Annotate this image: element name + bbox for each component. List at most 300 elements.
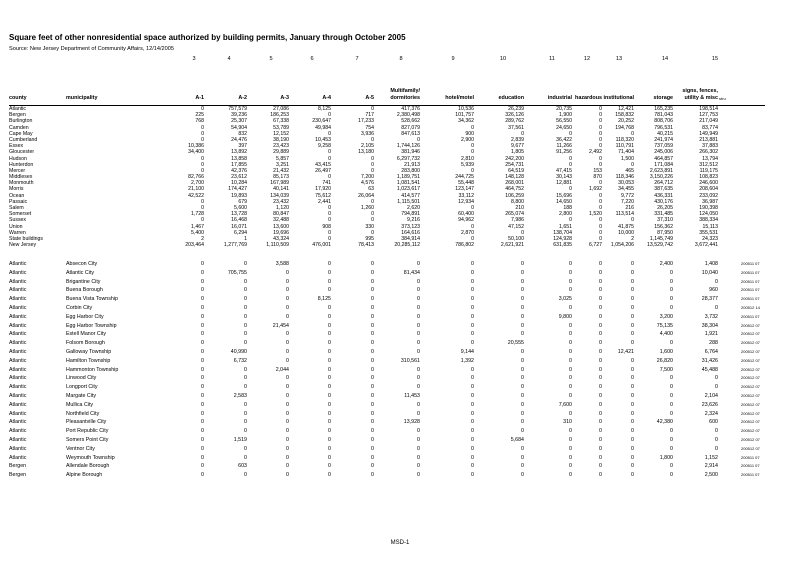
value-cell: 0	[599, 124, 602, 131]
value-cell: 0	[631, 454, 634, 461]
value-cell: 0	[328, 217, 331, 224]
value-cell: 0	[521, 229, 524, 236]
value-cell: 0	[471, 428, 474, 435]
municipality-cell: Alpine Borough	[66, 472, 103, 479]
value-cell: 0	[201, 155, 204, 162]
value-cell: 118,346	[615, 174, 634, 181]
county-cell: Cumberland	[9, 136, 38, 143]
value-cell: 0	[521, 463, 524, 470]
value-cell: 2,810	[461, 155, 474, 162]
value-cell: 0	[286, 348, 289, 355]
county-row	[0, 242, 800, 248]
value-cell: 0	[417, 313, 420, 320]
value-cell: 39,236	[231, 112, 247, 119]
value-cell: 0	[471, 366, 474, 373]
value-cell: 0	[244, 304, 247, 311]
value-cell: 4,400	[659, 331, 673, 338]
value-cell: 213,881	[699, 136, 718, 143]
value-cell: 1,800	[659, 454, 673, 461]
value-cell: 0	[631, 130, 634, 137]
update-code-cell: 200512 07	[741, 436, 760, 442]
value-cell: 8,125	[317, 296, 331, 303]
value-cell: 0	[371, 136, 374, 143]
value-cell: 0	[599, 322, 602, 329]
value-cell: 80,847	[273, 211, 289, 218]
municipality-table	[0, 260, 800, 480]
value-cell: 288	[709, 340, 718, 347]
county-cell: Atlantic	[9, 410, 27, 417]
value-cell: 0	[417, 445, 420, 452]
value-cell: 464,857	[654, 155, 673, 162]
value-cell: 9,258	[318, 143, 331, 150]
municipality-row	[0, 418, 800, 427]
value-cell: 0	[371, 229, 374, 236]
value-cell: 0	[328, 155, 331, 162]
value-cell: 2,800	[559, 211, 572, 218]
value-cell: 13,794	[702, 155, 718, 162]
county-cell: Sussex	[9, 217, 27, 224]
value-cell: 17,920	[315, 186, 331, 193]
value-cell: 0	[599, 454, 602, 461]
value-cell: 0	[599, 366, 602, 373]
municipality-row	[0, 401, 800, 410]
value-cell: 0	[471, 419, 474, 426]
value-cell: 0	[417, 304, 420, 311]
value-cell: 0	[286, 445, 289, 452]
value-cell: 0	[244, 445, 247, 452]
value-cell: 6,764	[704, 348, 718, 355]
value-cell: 870	[593, 174, 602, 181]
municipality-cell: Egg Harbor City	[66, 313, 104, 320]
value-cell: 465	[625, 167, 634, 174]
column-number: 11	[549, 56, 555, 62]
value-cell: 0	[201, 410, 204, 417]
value-cell: 3,732	[704, 313, 718, 320]
value-cell: 1,260	[361, 205, 374, 211]
county-cell: Gloucester	[9, 149, 35, 156]
value-cell: 430,176	[654, 198, 673, 205]
value-cell: 0	[286, 410, 289, 417]
value-cell: 0	[471, 278, 474, 285]
value-cell: 2,700	[191, 180, 204, 187]
value-cell: 0	[569, 375, 572, 382]
value-cell: 0	[286, 392, 289, 399]
value-cell: 47,415	[556, 167, 572, 174]
value-cell: 0	[328, 278, 331, 285]
value-cell: 0	[371, 217, 374, 224]
county-cell: Passaic	[9, 198, 28, 205]
value-cell: 13,529,742	[647, 242, 673, 249]
value-cell: 0	[521, 357, 524, 364]
value-cell: 7,220	[621, 198, 634, 205]
value-cell: 0	[521, 410, 524, 417]
source-note: Source: New Jersey Department of Community Affairs, 12/14/2005	[9, 46, 174, 52]
municipality-cell: Estell Manor City	[66, 331, 107, 338]
value-cell: 310,561	[400, 357, 420, 364]
value-cell: 0	[631, 445, 634, 452]
value-cell: 1,145,749	[649, 235, 673, 242]
value-cell: 0	[599, 269, 602, 276]
value-cell: 124,050	[699, 211, 718, 218]
value-cell: 148,128	[505, 174, 524, 181]
value-cell: 0	[471, 223, 474, 230]
value-cell: 0	[371, 401, 374, 408]
value-cell: 0	[201, 366, 204, 373]
value-cell: 55,448	[458, 180, 474, 187]
value-cell: 0	[521, 130, 524, 137]
value-cell: 705,755	[227, 269, 247, 276]
value-cell: 25,307	[231, 118, 247, 125]
value-cell: 34,400	[188, 149, 204, 156]
value-cell: 82,766	[188, 174, 204, 181]
value-cell: 134,039	[270, 192, 289, 199]
value-cell: 1,728	[191, 211, 204, 218]
value-cell: 0	[599, 143, 602, 150]
value-cell: 10,453	[315, 136, 331, 143]
municipality-row	[0, 410, 800, 419]
municipality-row	[0, 313, 800, 322]
county-cell: Atlantic	[9, 331, 27, 338]
value-cell: 528,662	[401, 118, 420, 125]
value-cell: 0	[471, 167, 474, 174]
value-cell: 49,984	[315, 124, 331, 131]
value-cell: 0	[201, 304, 204, 311]
value-cell: 4,576	[361, 180, 374, 187]
municipality-cell: Margate City	[66, 392, 97, 399]
value-cell: 0	[631, 322, 634, 329]
value-cell: 230,647	[312, 118, 331, 125]
municipality-cell: Buena Borough	[66, 287, 103, 294]
value-cell: 0	[521, 287, 524, 294]
county-cell: Atlantic	[9, 296, 27, 303]
value-cell: 0	[201, 331, 204, 338]
header-a2: A-2	[238, 95, 247, 101]
column-number: 15	[711, 56, 719, 62]
value-cell: 20,735	[556, 106, 572, 112]
value-cell: 0	[286, 436, 289, 443]
value-cell: 0	[599, 287, 602, 294]
value-cell: 464,752	[505, 186, 524, 193]
value-cell: 0	[371, 304, 374, 311]
municipality-row	[0, 357, 800, 366]
county-cell: Atlantic	[9, 348, 27, 355]
value-cell: 0	[631, 463, 634, 470]
county-cell: Atlantic	[9, 428, 27, 435]
value-cell: 0	[286, 472, 289, 479]
value-cell: 0	[471, 304, 474, 311]
value-cell: 995	[365, 235, 374, 242]
value-cell: 0	[286, 287, 289, 294]
value-cell: 0	[521, 392, 524, 399]
value-cell: 14,650	[556, 198, 572, 205]
value-cell: 28,377	[701, 296, 718, 303]
value-cell: 1,500	[621, 155, 634, 162]
value-cell: 101,757	[455, 112, 474, 119]
value-cell: 0	[471, 313, 474, 320]
value-cell: 0	[471, 322, 474, 329]
value-cell: 0	[599, 384, 602, 391]
municipality-row	[0, 445, 800, 454]
municipality-row	[0, 471, 800, 480]
value-cell: 15,113	[702, 223, 718, 230]
value-cell: 5,857	[276, 155, 289, 162]
value-cell: 0	[599, 419, 602, 426]
county-cell: Atlantic	[9, 445, 27, 452]
column-number: 14	[661, 56, 669, 62]
value-cell: 0	[471, 331, 474, 338]
value-cell: 908	[322, 223, 331, 230]
value-cell: 3,251	[276, 161, 289, 168]
value-cell: 0	[471, 143, 474, 150]
value-cell: 0	[599, 205, 602, 211]
municipality-row	[0, 374, 800, 383]
value-cell: 0	[244, 410, 247, 417]
county-cell: Atlantic	[9, 106, 27, 112]
value-cell: 67,338	[273, 118, 289, 125]
value-cell: 0	[286, 419, 289, 426]
value-cell: 0	[328, 174, 331, 181]
value-cell: 0	[471, 205, 474, 211]
value-cell: 64,519	[508, 167, 524, 174]
county-cell: Salem	[9, 205, 24, 211]
value-cell: 3,025	[558, 296, 572, 303]
value-cell: 0	[201, 130, 204, 137]
value-cell: 0	[328, 384, 331, 391]
value-cell: 20,252	[618, 118, 634, 125]
value-cell: 153	[593, 167, 602, 174]
municipality-row	[0, 454, 800, 463]
municipality-cell: Corbin City	[66, 304, 93, 311]
value-cell: 0	[569, 428, 572, 435]
value-cell: 0	[286, 269, 289, 276]
municipality-row	[0, 295, 800, 304]
value-cell: 0	[201, 445, 204, 452]
value-cell: 0	[417, 287, 420, 294]
municipality-cell: Port Republic City	[66, 428, 109, 435]
value-cell: 0	[599, 304, 602, 311]
value-cell: 847,613	[401, 130, 420, 137]
value-cell: 436,331	[654, 192, 673, 199]
value-cell: 0	[417, 401, 420, 408]
value-cell: 0	[286, 340, 289, 347]
value-cell: 2,900	[461, 136, 474, 143]
value-cell: 0	[417, 366, 420, 373]
value-cell: 12,152	[273, 130, 289, 137]
value-cell: 310	[563, 419, 572, 426]
value-cell: 0	[569, 366, 572, 373]
column-number: 3	[192, 56, 196, 62]
value-cell: 78,413	[358, 242, 374, 249]
value-cell: 149,949	[699, 130, 718, 137]
header-a5: A-5	[365, 95, 374, 101]
value-cell: 0	[244, 419, 247, 426]
value-cell: 0	[328, 419, 331, 426]
municipality-row	[0, 339, 800, 348]
column-number: 12	[583, 56, 591, 62]
value-cell: 0	[471, 392, 474, 399]
value-cell: 23,612	[231, 174, 247, 181]
value-cell: 0	[244, 340, 247, 347]
value-cell: 0	[417, 278, 420, 285]
county-cell: Atlantic	[9, 454, 27, 461]
value-cell: 94,962	[458, 217, 474, 224]
value-cell: 0	[471, 287, 474, 294]
value-cell: 0	[521, 375, 524, 382]
value-cell: 0	[201, 161, 204, 168]
value-cell: 0	[328, 392, 331, 399]
column-number: 5	[269, 56, 273, 62]
value-cell: 0	[670, 428, 673, 435]
value-cell: 9,800	[558, 313, 572, 320]
update-code-cell: 200511 07	[741, 278, 760, 284]
value-cell: 1,115,501	[397, 198, 420, 205]
value-cell: 36,422	[556, 136, 572, 143]
county-cell: Burlington	[9, 118, 33, 125]
value-cell: 5,600	[234, 205, 247, 211]
value-cell: 21,913	[404, 161, 420, 168]
value-cell: 679	[238, 198, 247, 205]
value-cell: 0	[328, 410, 331, 417]
value-cell: 0	[371, 340, 374, 347]
value-cell: 11,266	[556, 143, 572, 150]
value-cell: 0	[599, 106, 602, 112]
value-cell: 37,561	[508, 124, 524, 131]
value-cell: 0	[471, 340, 474, 347]
value-cell: 0	[328, 205, 331, 211]
header-hotel: hotel/motel	[445, 95, 474, 101]
value-cell: 0	[631, 419, 634, 426]
value-cell: 0	[631, 217, 634, 224]
value-cell: 208,604	[699, 186, 718, 193]
value-cell: 0	[569, 130, 572, 137]
value-cell: 41,875	[618, 223, 634, 230]
value-cell: 373,123	[401, 223, 420, 230]
value-cell: 3,672,441	[694, 242, 718, 249]
value-cell: 0	[599, 357, 602, 364]
value-cell: 0	[599, 261, 602, 267]
header-multifamily-line2: dormitories	[390, 95, 420, 101]
update-code-cell: 200512 07	[741, 401, 760, 407]
municipality-row	[0, 383, 800, 392]
municipality-row	[0, 348, 800, 357]
value-cell: 0	[244, 472, 247, 479]
header-a1: A-1	[195, 95, 204, 101]
value-cell: 2,104	[704, 392, 718, 399]
value-cell: 0	[244, 287, 247, 294]
value-cell: 43,324	[273, 235, 289, 242]
header-industrial: industrial	[547, 95, 572, 101]
value-cell: 0	[569, 155, 572, 162]
value-cell: 225	[195, 112, 204, 119]
value-cell: 2,500	[704, 472, 718, 479]
value-cell: 0	[569, 278, 572, 285]
value-cell: 0	[521, 454, 524, 461]
update-code-cell: 200512 07	[741, 322, 760, 328]
value-cell: 754	[365, 124, 374, 131]
value-cell: 0	[599, 130, 602, 137]
value-cell: 0	[569, 472, 572, 479]
page-title: Square feet of other nonresidential space authorized by building permits, January through October 2005	[9, 33, 406, 42]
value-cell: 266,302	[699, 149, 718, 156]
value-cell: 0	[286, 401, 289, 408]
county-cell: Somerset	[9, 211, 32, 218]
value-cell: 737,059	[654, 143, 673, 150]
column-numbers	[0, 56, 800, 65]
municipality-cell: Galloway Township	[66, 348, 112, 355]
value-cell: 7,986	[511, 217, 524, 224]
value-cell: 40,141	[273, 186, 289, 193]
value-cell: 0	[670, 304, 673, 311]
value-cell: 1,900	[559, 112, 572, 119]
county-cell: Atlantic	[9, 401, 27, 408]
value-cell: 0	[569, 340, 572, 347]
value-cell: 0	[371, 155, 374, 162]
value-cell: 1,081,541	[396, 180, 420, 187]
value-cell: 0	[631, 287, 634, 294]
value-cell: 417,376	[401, 106, 420, 112]
value-cell: 91,256	[556, 149, 572, 156]
value-cell: 0	[286, 463, 289, 470]
value-cell: 0	[670, 269, 673, 276]
value-cell: 1,110,509	[266, 242, 289, 249]
value-cell: 26,820	[656, 357, 673, 364]
municipality-cell: Linwood City	[66, 375, 97, 382]
value-cell: 53,789	[273, 124, 289, 131]
value-cell: 24,650	[556, 124, 572, 131]
municipality-row	[0, 462, 800, 471]
value-cell: 0	[201, 106, 204, 112]
value-cell: 0	[328, 304, 331, 311]
value-cell: 0	[599, 198, 602, 205]
value-cell: 0	[371, 322, 374, 329]
value-cell: 2	[631, 235, 634, 242]
value-cell: 1,023,617	[396, 186, 420, 193]
value-cell: 217,049	[699, 118, 718, 125]
value-cell: 0	[599, 118, 602, 125]
value-cell: 3,150,226	[649, 174, 673, 181]
value-cell: 0	[471, 149, 474, 156]
value-cell: 0	[286, 313, 289, 320]
value-cell: 45,488	[701, 366, 718, 373]
county-cell: Atlantic	[9, 340, 27, 347]
value-cell: 16,071	[231, 223, 247, 230]
value-cell: 0	[670, 375, 673, 382]
value-cell: 0	[631, 161, 634, 168]
value-cell: 0	[471, 463, 474, 470]
value-cell: 1,692	[589, 186, 602, 193]
value-cell: 0	[631, 261, 634, 267]
value-cell: 23,432	[273, 198, 289, 205]
value-cell: 0	[715, 304, 718, 311]
value-cell: 1,600	[659, 348, 673, 355]
value-cell: 0	[244, 428, 247, 435]
value-cell: 0	[569, 304, 572, 311]
column-number: 7	[355, 56, 359, 62]
value-cell: 0	[244, 366, 247, 373]
value-cell: 37,883	[702, 143, 718, 150]
value-cell: 0	[471, 410, 474, 417]
value-cell: 0	[286, 428, 289, 435]
county-cell: Atlantic	[9, 322, 27, 329]
value-cell: 0	[417, 331, 420, 338]
value-cell: 0	[631, 375, 634, 382]
value-cell: 9,216	[407, 217, 420, 224]
value-cell: 0	[328, 229, 331, 236]
value-cell: 10,284	[231, 180, 247, 187]
value-cell: 21,432	[273, 167, 289, 174]
value-cell: 30,053	[618, 180, 634, 187]
value-cell: 2,839	[511, 136, 524, 143]
